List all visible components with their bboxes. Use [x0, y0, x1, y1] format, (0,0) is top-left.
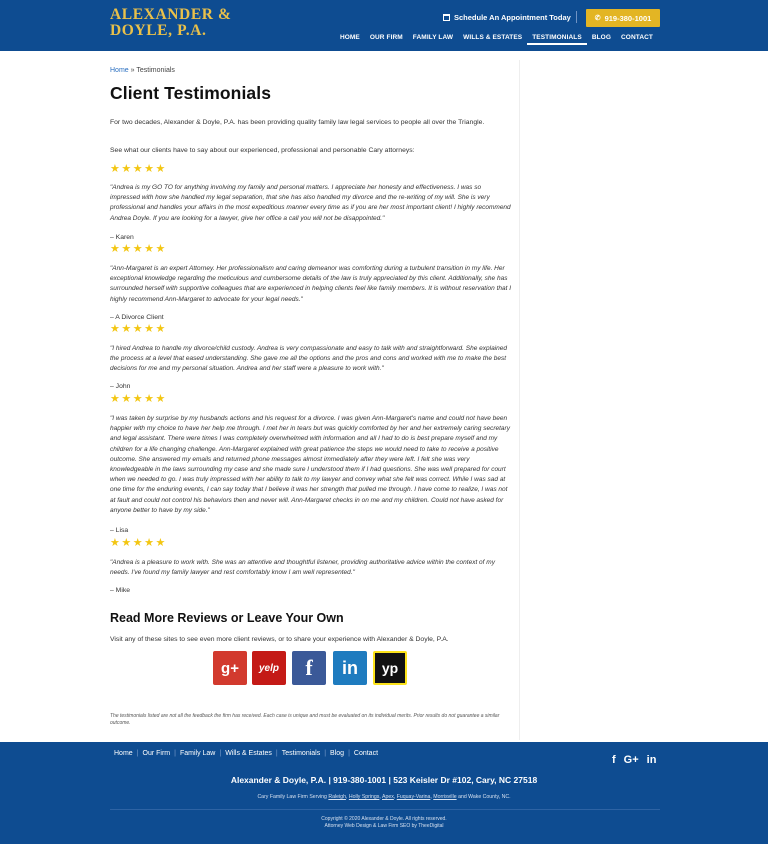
copyright-text: Copyright © 2020 Alexander & Doyle. All rights reserved. — [321, 816, 447, 822]
credit-link[interactable]: Attorney Web Design & Law Firm SEO by TheeDigital — [324, 823, 444, 829]
nav-contact[interactable]: CONTACT — [621, 34, 653, 41]
footer-nav-contact[interactable]: Contact — [353, 750, 379, 757]
star-rating: ★★★★★ — [110, 537, 167, 549]
testimonial-quote: "I hired Andrea to handle my divorce/child custody. Andrea is very compassionate and easy to talk with and straightforward. She explained the process at a level that eased understanding. She gave me all the options and the pros and cons and worked with me to make the best decisions for me and my personal situation. Andrea and her staff were a pleasure to work with." — [110, 345, 507, 373]
footer-nav-family-law[interactable]: Family Law — [179, 750, 216, 757]
footer-service-areas: Cary Family Law Firm Serving Raleigh, Holly Springs, Apex, Fuquay-Varina, Morrisville and Wake County, NC. — [257, 794, 511, 800]
star-rating: ★★★★★ — [110, 393, 167, 405]
site-header — [0, 0, 768, 51]
yelp-icon[interactable]: yelp — [252, 651, 286, 685]
footer-contact-info: Alexander & Doyle, P.A. | 919-380-1001 | 523 Keisler Dr #102, Cary, NC 27518 — [230, 775, 538, 785]
testimonial-author: – Lisa — [110, 527, 129, 534]
star-rating: ★★★★★ — [110, 163, 167, 175]
footer-nav-testimonials[interactable]: Testimonials — [281, 750, 321, 757]
disclaimer: The testimonials listed are not all the feedback the firm has received. Each case is unique and must be evaluated on its individual merits. Prior results do not guarantee a similar outcome. — [110, 713, 500, 726]
facebook-icon[interactable]: f — [612, 754, 616, 766]
breadcrumb — [110, 67, 175, 74]
logo[interactable] — [110, 7, 232, 39]
testimonial-author: – A Divorce Client — [110, 314, 164, 321]
service-link-holly-springs[interactable]: Holly Springs — [348, 794, 380, 800]
footer-nav-our-firm[interactable]: Our Firm — [142, 750, 171, 757]
star-rating: ★★★★★ — [110, 323, 167, 335]
footer-nav-divider: | — [348, 750, 350, 757]
footer-nav-divider: | — [219, 750, 222, 757]
phone-button[interactable] — [586, 9, 660, 27]
testimonial-quote: "Ann-Margaret is an expert Attorney. Her professionalism and caring demeanor was comforting during a turbulent transition in my life. Her exceptional knowledge regarding the meticulous and cumbersome details of the law is truly appreciated by this client. Additionally, she has surrounded herself with supportive colleagues that are experienced in helping clients feel like family members. It is without reservation that I highly recommend Ann-Margaret to advocate for your legal needs." — [110, 265, 512, 303]
star-rating: ★★★★★ — [110, 243, 167, 255]
yellow-pages-icon[interactable]: yp — [373, 651, 407, 685]
facebook-icon[interactable]: f — [292, 651, 326, 685]
site-footer — [0, 742, 768, 844]
footer-nav-divider: | — [324, 750, 327, 757]
nav-family-law[interactable]: FAMILY LAW — [412, 34, 454, 41]
nav-blog[interactable]: BLOG — [591, 34, 611, 41]
footer-copyright — [0, 816, 768, 830]
nav-wills-estates[interactable]: WILLS & ESTATES — [463, 34, 523, 41]
reviews-heading: Read More Reviews or Leave Your Own — [110, 611, 344, 625]
header-separator — [576, 11, 577, 23]
page-title: Client Testimonials — [110, 83, 272, 103]
footer-social — [612, 754, 656, 766]
testimonial-quote: "Andrea is a pleasure to work with. She was an attentive and thoughtful listener, providing authoritative advice within the context of my needs. I've found my family lawyer and rest comfortably know I am well represented." — [110, 559, 495, 577]
reviews-text: Visit any of these sites to see even more client reviews, or to share your experience with Alexander & Doyle, P.A. — [110, 636, 449, 643]
nav-testimonials[interactable]: TESTIMONIALS — [527, 34, 587, 45]
phone-label: 919-380-1001 — [604, 13, 652, 23]
footer-nav-wills-estates[interactable]: Wills & Estates — [225, 750, 272, 757]
google-plus-icon[interactable]: g+ — [213, 651, 247, 685]
footer-nav-divider: | — [174, 750, 176, 757]
testimonial-author: – Mike — [110, 587, 131, 594]
service-suffix: and Wake County, NC. — [458, 794, 511, 800]
service-link-apex[interactable]: Apex — [382, 794, 394, 800]
content-divider — [519, 60, 520, 740]
breadcrumb-separator: » — [130, 67, 135, 74]
service-prefix: Cary Family Law Firm Serving — [257, 794, 327, 800]
main-nav — [335, 34, 658, 45]
calendar-icon — [443, 14, 450, 21]
intro-paragraph-1: For two decades, Alexander & Doyle, P.A. has been providing quality family law legal services to people all over the Triangle. — [110, 119, 485, 126]
linkedin-icon[interactable]: in — [646, 754, 657, 766]
service-link-morrisville[interactable]: Morrisville — [433, 794, 457, 800]
service-link-fuquay-varina[interactable]: Fuquay-Varina — [396, 794, 431, 800]
linkedin-icon[interactable]: in — [333, 651, 367, 685]
appointment-label: Schedule An Appointment Today — [454, 13, 571, 22]
appointment-link[interactable] — [443, 13, 571, 22]
footer-divider — [110, 809, 660, 810]
intro-paragraph-2: See what our clients have to say about our experienced, professional and personable Cary attorneys: — [110, 147, 415, 154]
testimonial-author: – Karen — [110, 234, 134, 241]
footer-nav — [110, 750, 382, 757]
testimonial-quote: "I was taken by surprise by my husbands actions and his request for a divorce. I was given Ann-Margaret's name and could not have been happier with my choice to have her help me through. I met her in tears but was quickly comforted by her and her extremely caring secretary and legal assistant. There were times I was completely overwhelmed with information and all I had to do is best prepare myself and my children for a life changing challenge. Ann-Margaret explained with great patience the steps we would need to take to receive a positive outcome. She answered my emails and returned phone messages almost immediately after they were left. I felt she was very knowledgeable in the laws surrounding my case and she made sure I understood them if I had questions. She was well prepared for court when we needed to go. I was truly impressed with her ability to talk to my lawyer and convey what she felt was correct. While I was sad at one time for the enduring events, I can say today that I believe it was her strength that pulled me through. I have come to realize, I was not at fault and could not control his behaviors then and never will. Ann-Margaret checks in on me and my children. Could not have asked for anyone better to have by my side." — [110, 415, 510, 514]
phone-icon: ✆ — [594, 15, 601, 22]
footer-nav-home[interactable]: Home — [114, 750, 133, 757]
service-link-raleigh[interactable]: Raleigh — [328, 794, 346, 800]
nav-home[interactable]: HOME — [339, 34, 360, 41]
footer-nav-divider: | — [136, 750, 139, 757]
google-plus-icon[interactable]: G+ — [623, 754, 639, 766]
testimonial-author: – John — [110, 383, 131, 390]
breadcrumb-home[interactable]: Home — [110, 67, 129, 74]
nav-our-firm[interactable]: OUR FIRM — [369, 34, 403, 41]
footer-nav-blog[interactable]: Blog — [330, 750, 345, 757]
footer-nav-divider: | — [275, 750, 278, 757]
breadcrumb-current: Testimonials — [136, 67, 175, 74]
logo-line2: DOYLE, P.A. — [110, 22, 207, 39]
testimonial-quote: "Andrea is my GO TO for anything involving my family and personal matters. I appreciate her honesty and effectiveness. I was so impressed with how she handled my legal separation, that she has also handled my divorce and the re-writing of my will. She is very professional and handles your affairs in the most expeditious manner every time as if you are her most important client! I highly recommend Andrea Doyle. If you are looking for a lawyer, give her office a call you will not be disappointed." — [110, 184, 511, 222]
logo-line1: ALEXANDER & — [110, 6, 232, 23]
